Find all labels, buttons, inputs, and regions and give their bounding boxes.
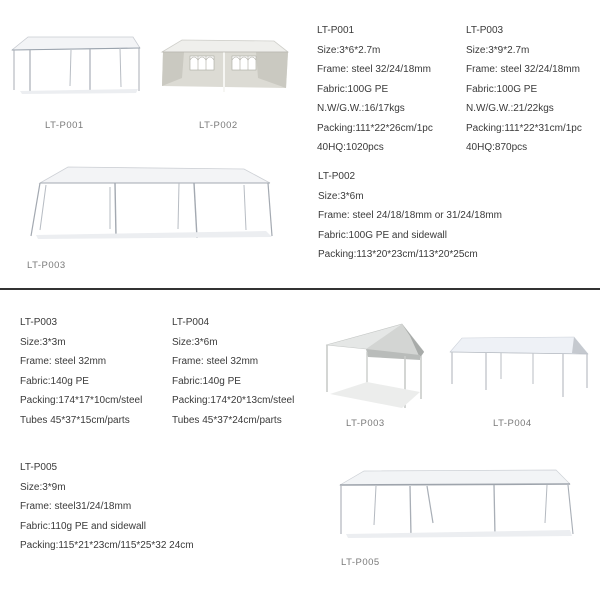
product-image-lt-p005 bbox=[334, 468, 574, 540]
caption-lt-p004-carport: LT-P004 bbox=[493, 418, 532, 429]
spec-model: LT-P003 bbox=[20, 317, 58, 328]
spec-block-lt-p003-bottom bbox=[20, 313, 142, 430]
spec-line: 40HQ:870pcs bbox=[466, 142, 528, 153]
spec-block-lt-p004 bbox=[172, 313, 294, 430]
spec-line: Frame: steel31/24/18mm bbox=[20, 501, 132, 512]
spec-line: Size:3*9m bbox=[20, 481, 66, 493]
spec-line: Fabric:100G PE bbox=[317, 83, 389, 95]
spec-line: 40HQ:1020pcs bbox=[317, 142, 384, 153]
caption-lt-p003: LT-P003 bbox=[27, 260, 66, 271]
product-image-lt-p001 bbox=[8, 34, 143, 94]
spec-model: LT-P005 bbox=[20, 462, 58, 473]
spec-model: LT-P001 bbox=[317, 25, 355, 36]
spec-line: Fabric:140g PE bbox=[20, 375, 89, 387]
spec-line: Size:3*6*2.7m bbox=[317, 44, 381, 56]
spec-line: Size:3*6m bbox=[172, 336, 218, 348]
product-image-lt-p002 bbox=[160, 38, 290, 94]
spec-line: Size:3*3m bbox=[20, 336, 66, 348]
spec-line: Frame: steel 32mm bbox=[172, 356, 259, 367]
spec-line: N.W/G.W.:16/17kgs bbox=[317, 103, 405, 114]
spec-line: Packing:174*20*13cm/steel bbox=[172, 395, 295, 406]
spec-line: Packing:115*21*23cm/115*25*32 24cm bbox=[20, 540, 194, 551]
spec-line: Fabric:100G PE and sidewall bbox=[318, 229, 447, 241]
spec-line: Size:3*9*2.7m bbox=[466, 44, 530, 56]
spec-line: Tubes 45*37*24cm/parts bbox=[172, 414, 282, 426]
section-divider bbox=[0, 288, 600, 290]
spec-line: Size:3*6m bbox=[318, 190, 364, 202]
spec-line: Frame: steel 24/18/18mm or 31/24/18mm bbox=[318, 210, 502, 221]
spec-line: Packing:113*20*23cm/113*20*25cm bbox=[318, 249, 478, 260]
spec-line: Packing:174*17*10cm/steel bbox=[20, 395, 143, 406]
spec-model: LT-P003 bbox=[466, 25, 504, 36]
spec-line: Packing:111*22*31cm/1pc bbox=[466, 122, 582, 134]
product-image-lt-p003-carport bbox=[322, 322, 424, 410]
caption-lt-p002: LT-P002 bbox=[199, 120, 238, 131]
spec-block-lt-p003-top bbox=[466, 21, 582, 158]
spec-block-lt-p002 bbox=[318, 167, 502, 265]
caption-lt-p001: LT-P001 bbox=[45, 120, 84, 131]
spec-block-lt-p001 bbox=[317, 21, 433, 158]
spec-line: Frame: steel 32mm bbox=[20, 356, 107, 367]
spec-line: Fabric:140g PE bbox=[172, 375, 241, 387]
caption-lt-p005: LT-P005 bbox=[341, 557, 380, 568]
caption-lt-p003-carport: LT-P003 bbox=[346, 418, 385, 429]
spec-line: Fabric:100G PE bbox=[466, 83, 538, 95]
spec-line: N.W/G.W.:21/22kgs bbox=[466, 103, 554, 114]
spec-line: Frame: steel 32/24/18mm bbox=[466, 64, 580, 75]
spec-model: LT-P004 bbox=[172, 317, 210, 328]
product-image-lt-p003 bbox=[26, 165, 276, 240]
spec-line: Frame: steel 32/24/18mm bbox=[317, 64, 431, 75]
spec-model: LT-P002 bbox=[318, 171, 356, 182]
spec-block-lt-p005 bbox=[20, 458, 194, 556]
spec-line: Fabric:110g PE and sidewall bbox=[20, 520, 146, 532]
spec-line: Tubes 45*37*15cm/parts bbox=[20, 414, 130, 426]
spec-line: Packing:111*22*26cm/1pc bbox=[317, 122, 433, 134]
product-image-lt-p004-carport bbox=[448, 334, 590, 400]
